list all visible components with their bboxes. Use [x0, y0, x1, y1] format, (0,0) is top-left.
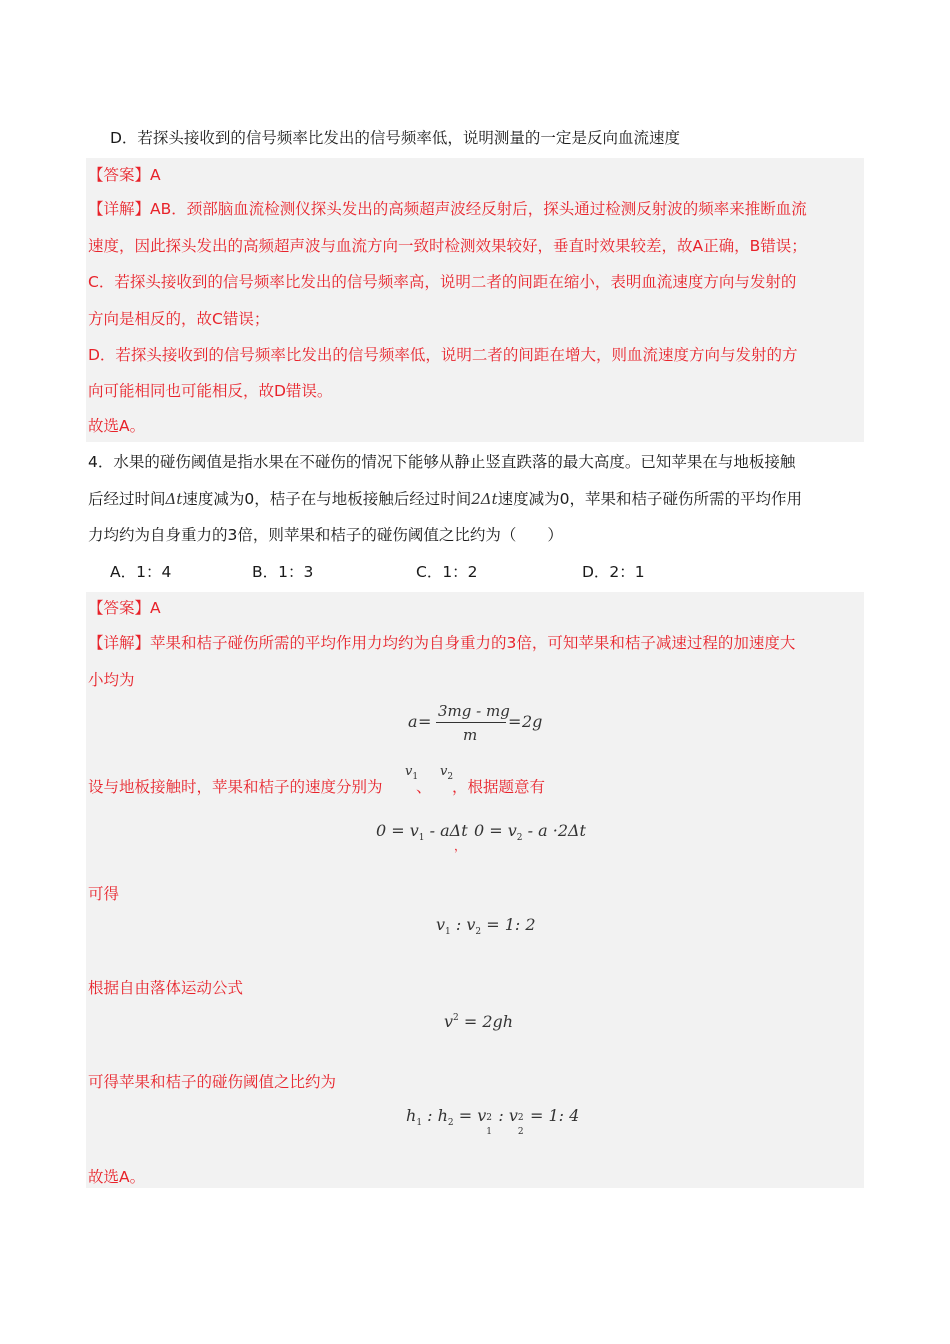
q3-detail-line: 【详解】AB．颈部脑血流检测仪探头发出的高频超声波经反射后，探头通过检测反射波的频率来推断血流	[88, 200, 807, 218]
q3-detail-line: D．若探头接收到的信号频率比发出的信号频率低，说明二者的间距在增大，则血流速度方向与发射的方	[88, 346, 798, 364]
stem-text: 速度减为0，苹果和桔子碰伤所需的平均作用	[497, 490, 803, 508]
q4-ratio-text: 可得苹果和桔子的碰伤阈值之比约为	[88, 1073, 337, 1091]
q4-detail-line: 【详解】苹果和桔子碰伤所需的平均作用力均约为自身重力的3倍，可知苹果和桔子减速过程的加速度大	[88, 634, 796, 652]
eq5-rest: = 1: 4	[524, 1106, 580, 1125]
stem-text: 速度减为0，桔子在与地板接触后经过时间	[182, 490, 472, 508]
q4-free-fall: 根据自由落体运动公式	[88, 979, 244, 997]
equation-free-fall	[444, 1012, 513, 1031]
stem-text: 后经过时间	[88, 490, 166, 508]
eq4-rest: = 2gh	[458, 1012, 514, 1031]
equation-velocity-ratio	[436, 915, 536, 937]
eq1-denominator: m	[463, 726, 478, 744]
q4-conclusion: 故选A。	[88, 1168, 146, 1186]
v1-letter: v	[405, 764, 413, 779]
eq3-v1: v	[436, 915, 446, 934]
eq5-v1-sub: 1	[486, 1127, 493, 1137]
eq5-colon2: : v	[493, 1106, 518, 1125]
answer-block-q4	[86, 592, 864, 1188]
eq3-sub2: 2	[475, 927, 482, 937]
q3-conclusion: 故选A。	[88, 417, 146, 435]
q4-kede: 可得	[88, 885, 120, 903]
eq5-h2-sub: 2	[447, 1118, 454, 1128]
eq4-v: v	[444, 1012, 454, 1031]
eq2a-sub: 1	[418, 833, 425, 843]
eq5-v2-sup: 2	[517, 1113, 524, 1123]
eq5-h1: h	[406, 1106, 417, 1125]
equation-orange-velocity	[474, 821, 586, 843]
q4-stem-line: 4．水果的碰伤阈值是指水果在不碰伤的情况下能够从静止竖直跌落的最大高度。已知苹果在与地板接触	[88, 453, 796, 471]
set-separator: 、	[416, 778, 432, 796]
q3-answer: 【答案】A	[88, 166, 161, 184]
q3-detail-line: 速度，因此探头发出的高频超声波与血流方向一致时检测效果较好，垂直时效果较差，故A正确，B错误；	[88, 237, 807, 255]
eq3-rest: = 1: 2	[481, 915, 536, 934]
two-delta-t-math: 2Δt	[471, 490, 498, 508]
v2-letter: v	[440, 764, 448, 779]
eq1-equals-2: =	[508, 712, 522, 731]
eq5-v1-sup: 2	[486, 1113, 493, 1123]
q4-detail-line: 小均为	[88, 671, 135, 689]
q4-stem-line: 力均约为自身重力的3倍，则苹果和桔子的碰伤阈值之比约为（ ）	[88, 526, 563, 544]
eq2a-text: 0 = v	[376, 821, 419, 840]
q4-answer: 【答案】A	[88, 599, 161, 617]
eq2b-sub: 2	[516, 833, 523, 843]
eq2-comma: ，	[454, 839, 467, 853]
eq5-colon1: : h	[422, 1106, 448, 1125]
v2-sub: 2	[447, 772, 454, 782]
option-c: C．1：2	[416, 563, 478, 581]
eq1-fraction-bar	[436, 722, 506, 723]
option-a: A．1：4	[110, 563, 172, 581]
q3-detail-line: 向可能相同也可能相反，故D错误。	[88, 382, 333, 400]
q4-set-velocity	[88, 777, 383, 797]
option-b: B．1：3	[252, 563, 314, 581]
set-text: 设与地板接触时，苹果和桔子的速度分别为	[88, 778, 383, 796]
v1-sub: 1	[412, 772, 419, 782]
delta-t-math: Δt	[165, 490, 183, 508]
q3-detail-line: 方向是相反的，故C错误；	[88, 310, 270, 328]
eq1-rhs: 2g	[522, 712, 543, 731]
eq1-lhs: a	[408, 712, 418, 731]
eq5-eq: = v	[453, 1106, 487, 1125]
eq2a-rest: - aΔt	[424, 821, 468, 840]
eq5-h1-sub: 1	[416, 1118, 423, 1128]
eq2b-rest: - a ·2Δt	[522, 821, 586, 840]
eq2b-text: 0 = v	[474, 821, 517, 840]
eq4-sup: 2	[453, 1013, 459, 1023]
q3-detail-line: C．若探头接收到的信号频率比发出的信号频率高，说明二者的间距在缩小，表明血流速度方向与发射的	[88, 273, 797, 291]
eq1-equals: =	[418, 712, 432, 731]
eq1-numerator: 3mg - mg	[438, 702, 510, 720]
equation-height-ratio	[406, 1106, 580, 1137]
option-d: D．2：1	[582, 563, 645, 581]
eq5-v2-sub: 2	[517, 1127, 524, 1137]
q4-stem-line	[88, 489, 802, 509]
set-text-tail: ，根据题意有	[452, 778, 546, 796]
eq3-sub1: 1	[445, 927, 451, 937]
option-d-prev: D．若探头接收到的信号频率比发出的信号频率低，说明测量的一定是反向血流速度	[110, 129, 680, 147]
eq3-mid: : v	[450, 915, 476, 934]
